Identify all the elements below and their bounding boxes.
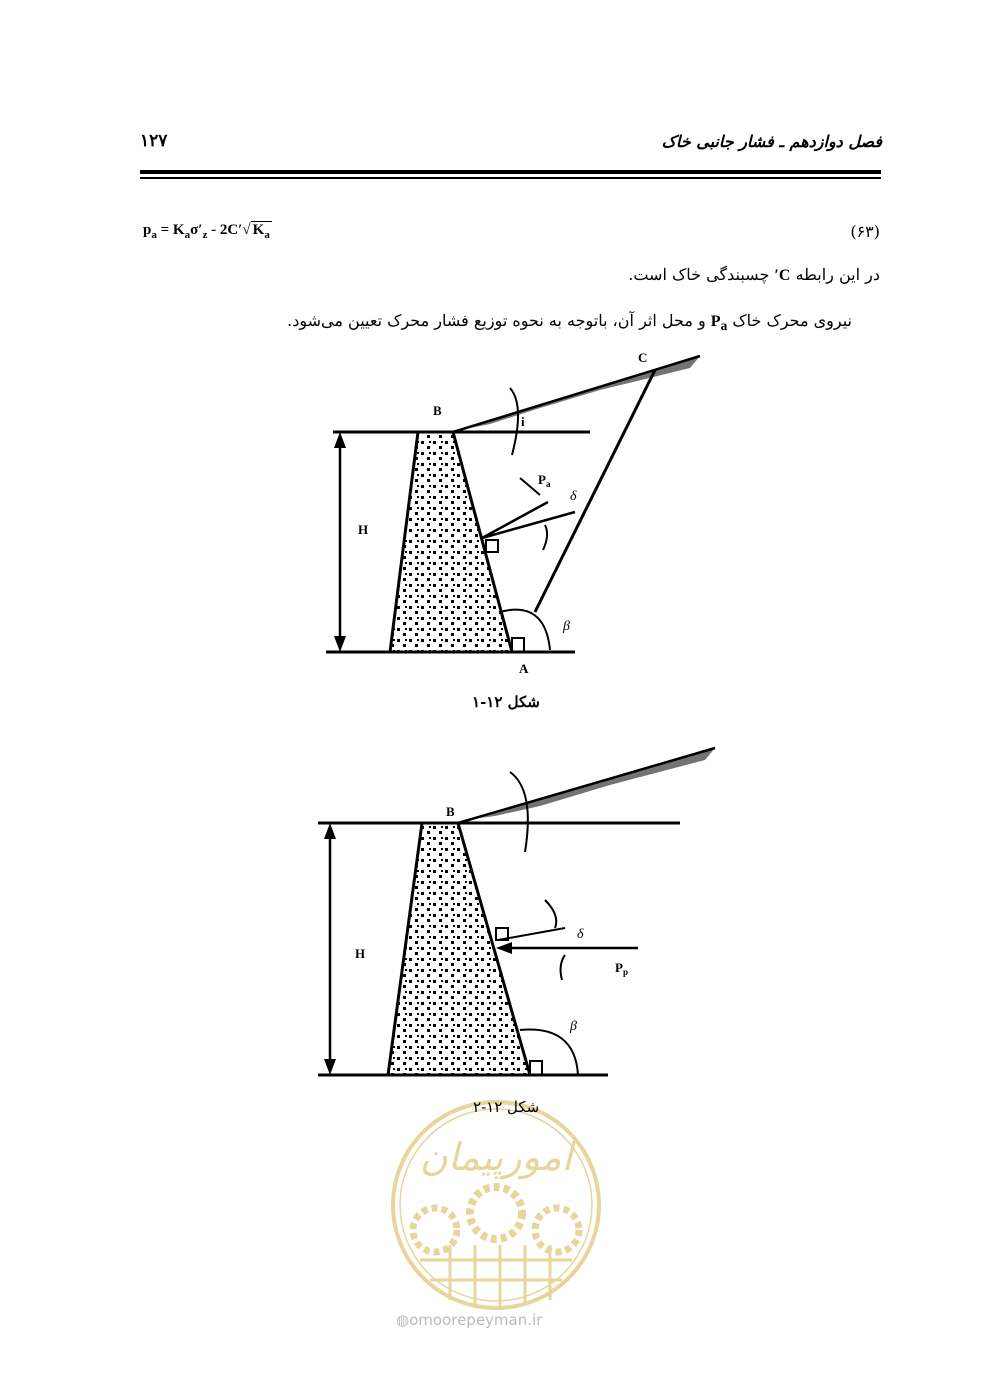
watermark-logo: [390, 1095, 602, 1315]
pa-angle-arrow: [520, 478, 540, 495]
h-arrow-up-1: [334, 432, 346, 448]
label-pa-main: P: [538, 472, 546, 487]
paragraph2-before: نیروی محرک خاک: [727, 311, 852, 330]
h-arrow-up-2: [324, 823, 336, 839]
label-beta-1: β: [563, 619, 570, 634]
i-angle-arrow: [510, 388, 518, 455]
formula-lhs-sub: a: [151, 229, 157, 241]
formula-k: K: [172, 222, 185, 238]
figure1-caption: شکل ۱۲-۱: [472, 693, 540, 711]
backfill-slope-1: [453, 356, 700, 432]
formula-lhs: p: [143, 222, 152, 238]
label-pa: [538, 472, 551, 489]
formula-eq: =: [156, 222, 173, 238]
h-arrow-down-2: [324, 1059, 336, 1075]
label-beta-2: β: [570, 1019, 577, 1034]
label-pp-sub: p: [622, 967, 628, 977]
label-b-2: B: [446, 804, 455, 819]
watermark-logo-text: امورپیمان: [419, 1137, 573, 1179]
label-delta-2: δ: [577, 927, 584, 942]
watermark-url-text: omoorepeyman.ir: [409, 1311, 543, 1329]
formula-minus-term: - 2C′√: [207, 222, 251, 238]
figure2-caption: شکل ۱۲-۲: [473, 1098, 540, 1116]
watermark-globe-icon: ◍: [396, 1311, 410, 1329]
paragraph1-after: چسبندگی خاک است.: [628, 265, 775, 284]
label-delta-1: δ: [570, 489, 577, 504]
label-a: A: [519, 661, 529, 676]
h-arrow-down-1: [334, 636, 346, 652]
right-angle-mark-1: [486, 540, 498, 552]
label-c: C: [638, 350, 648, 365]
label-h-1: H: [358, 522, 369, 537]
label-pp: [615, 960, 628, 977]
delta-angle-arrow-2: [545, 900, 556, 928]
page-number: ۱۲۷: [140, 131, 168, 151]
paragraph2-after: و محل اثر آن، باتوجه به نحوه توزیع فشار محرک تعیین می‌شود.: [287, 311, 711, 330]
failure-plane-1: [535, 370, 655, 612]
formula-root-k: K: [252, 222, 265, 238]
watermark-url: [396, 1311, 542, 1329]
running-title: فصل دوازدهم ـ فشار جانبی خاک: [661, 132, 882, 151]
paragraph1-symbol: C′: [774, 267, 791, 284]
formula-sigma-sub: z: [202, 229, 208, 241]
pp-angle-arrow: [561, 955, 565, 980]
pp-arrow-head: [496, 942, 512, 954]
label-i: i: [521, 414, 525, 429]
paragraph2-symbol-sub: a: [720, 318, 728, 334]
label-pa-sub: a: [545, 479, 551, 489]
slope-hatch-2: [480, 748, 715, 818]
retaining-wall-1: [390, 432, 512, 652]
label-b-1: B: [433, 403, 442, 418]
formula-root-sub: a: [264, 229, 270, 241]
label-h-2: H: [355, 946, 366, 961]
paragraph1-before: در این رابطه: [790, 265, 880, 284]
base-right-angle-2: [530, 1061, 542, 1075]
formula-sigma: σ′: [190, 222, 203, 238]
equation-number: (۶۳): [850, 222, 880, 241]
base-right-angle-1: [512, 638, 524, 652]
backfill-slope-2: [458, 748, 715, 823]
formula-k-sub: a: [184, 229, 191, 241]
delta-ref-line-1: [482, 512, 575, 538]
force-pa-arrow: [482, 502, 548, 538]
paragraph2-symbol: P: [710, 313, 721, 330]
label-pp-main: P: [615, 960, 623, 975]
delta-angle-arrow-1: [543, 525, 547, 550]
